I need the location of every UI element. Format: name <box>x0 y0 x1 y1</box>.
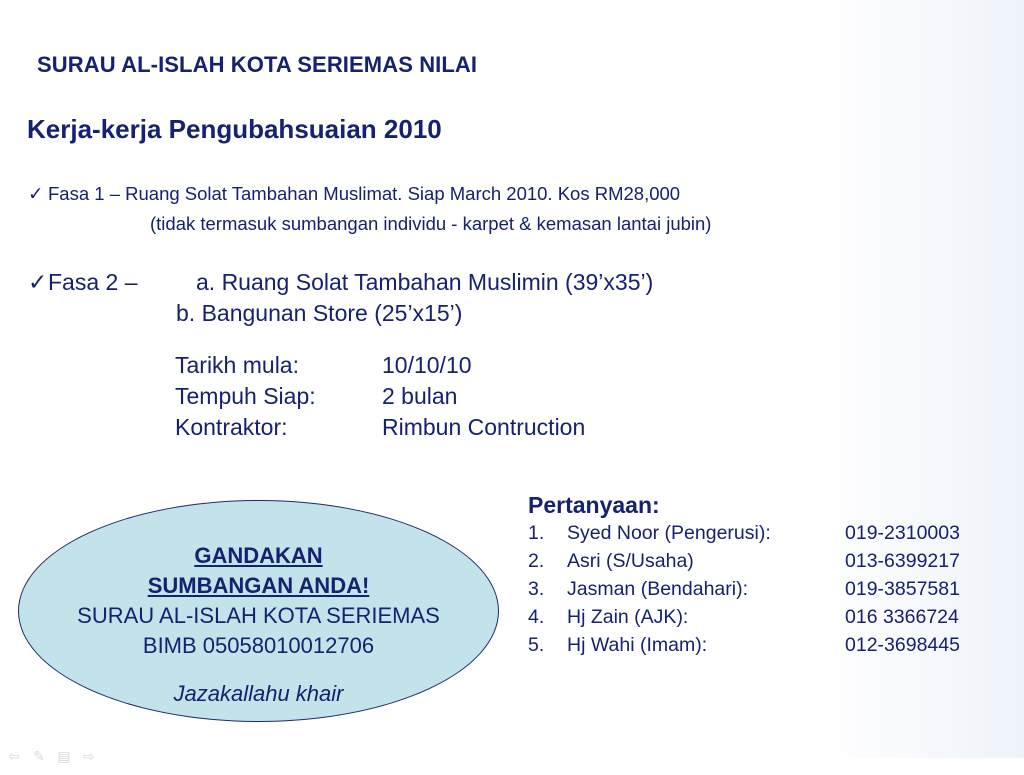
contact-number: 5. <box>528 634 545 656</box>
detail-label: Tempuh Siap: <box>175 383 316 409</box>
contact-phone: 019-3857581 <box>845 578 960 600</box>
contact-list <box>528 492 960 662</box>
detail-row <box>175 383 585 414</box>
detail-value: Rimbun Contruction <box>382 414 586 440</box>
donation-callout <box>18 541 499 707</box>
contact-name: Syed Noor (Pengerusi): <box>567 522 771 544</box>
previous-slide-icon[interactable]: ⇦ <box>8 748 20 764</box>
contact-row <box>528 606 960 634</box>
contact-row <box>528 522 960 550</box>
project-details <box>175 352 585 445</box>
donation-heading-line-2: SUMBANGAN ANDA! <box>147 573 370 598</box>
detail-row <box>175 414 585 445</box>
contact-number: 1. <box>528 522 545 544</box>
phase-2-line <box>28 269 653 296</box>
phase-1-line <box>28 183 680 205</box>
contact-number: 2. <box>528 550 545 572</box>
check-icon: ✓ <box>28 183 44 204</box>
contact-number: 3. <box>528 578 545 600</box>
detail-label: Kontraktor: <box>175 414 288 440</box>
slideshow-nav <box>6 748 97 765</box>
pen-icon[interactable]: ✎ <box>33 748 45 764</box>
donation-account-number: BIMB 05058010012706 <box>142 633 375 658</box>
contact-phone: 016 3366724 <box>845 606 959 628</box>
detail-value: 10/10/10 <box>382 352 472 378</box>
contact-name: Hj Zain (AJK): <box>567 606 689 628</box>
detail-label: Tarikh mula: <box>175 352 299 378</box>
donation-thanks: Jazakallahu khair <box>173 681 344 706</box>
contact-phone: 013-6399217 <box>845 550 960 572</box>
contact-name: Jasman (Bendahari): <box>567 578 749 600</box>
contact-row <box>528 578 960 606</box>
contact-name: Hj Wahi (Imam): <box>567 634 708 656</box>
donation-account-name: SURAU AL-ISLAH KOTA SERIEMAS <box>77 603 440 628</box>
contact-row <box>528 550 960 578</box>
donation-heading-line-1: GANDAKAN <box>194 543 323 568</box>
contact-name: Asri (S/Usaha) <box>567 550 694 572</box>
menu-icon[interactable]: ▤ <box>57 748 71 764</box>
page-title: Kerja-kerja Pengubahsuaian 2010 <box>27 114 442 144</box>
contact-phone: 019-2310003 <box>845 522 960 544</box>
phase-2-item-b: b. Bangunan Store (25’x15’) <box>176 300 463 326</box>
contact-row <box>528 634 960 662</box>
contact-number: 4. <box>528 606 545 628</box>
phase-1-note: (tidak termasuk sumbangan individu - karpet & kemasan lantai jubin) <box>150 213 712 234</box>
phase-1-text: Fasa 1 – Ruang Solat Tambahan Muslimat. Siap March 2010. Kos RM28,000 <box>48 183 681 204</box>
phase-2-item-a: a. Ruang Solat Tambahan Muslimin (39’x35’) <box>196 269 654 295</box>
organization-title: SURAU AL-ISLAH KOTA SERIEMAS NILAI <box>37 52 478 77</box>
next-slide-icon[interactable]: ⇨ <box>83 748 95 764</box>
detail-row <box>175 352 585 383</box>
contact-phone: 012-3698445 <box>845 634 960 656</box>
phase-2-label: Fasa 2 – <box>48 269 138 295</box>
contact-title: Pertanyaan: <box>528 492 660 518</box>
check-icon: ✓ <box>28 269 48 295</box>
detail-value: 2 bulan <box>382 383 458 409</box>
